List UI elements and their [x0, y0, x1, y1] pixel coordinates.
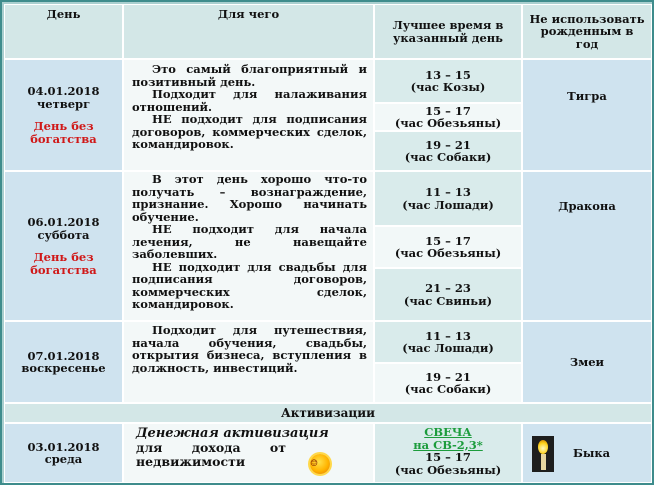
candle-icon — [532, 436, 554, 472]
row2-desc-line2: НЕ подходит для начала лечения, не навещайте заболевших. — [132, 222, 367, 261]
row1-time3-hour: (час Собаки) — [404, 150, 492, 164]
row2-avoid-sign: Дракона — [558, 199, 616, 213]
row2-weekday: суббота — [37, 227, 90, 242]
row1-desc-line1: Это самый благоприятный и позитивный день. — [132, 62, 367, 89]
row3-date: 07.01.2018 — [27, 348, 100, 363]
activation-time — [374, 423, 522, 483]
activation-desc-rest: для дохода от недвижимости — [136, 440, 286, 469]
row1-time2 — [374, 103, 522, 131]
row1-weekday: четверг — [36, 96, 91, 111]
row3-weekday: воскресенье — [21, 361, 106, 375]
activation-desc-italic: Денежная активизация — [136, 426, 329, 441]
row1-day — [4, 59, 123, 171]
row2-date: 06.01.2018 — [27, 215, 100, 229]
row3-time2 — [374, 363, 522, 403]
header-avoid — [522, 4, 652, 59]
activation-avoid-sign: Быка — [573, 445, 611, 460]
row3-avoid — [522, 321, 652, 403]
activation-weekday: среда — [44, 452, 83, 466]
activation-avoid — [522, 423, 652, 483]
row1-avoid-sign: Тигра — [567, 89, 607, 103]
candle-link[interactable]: СВЕЧА — [424, 425, 472, 439]
row3-time2-range: 19 – 21 — [425, 369, 471, 384]
row2-time3-hour: (час Свиньи) — [403, 293, 493, 308]
row2-desc-line1: В этот день хорошо что-то получать – вознаграждение, признание. Хорошо начинать обучение. — [132, 172, 367, 224]
activation-date: 03.01.2018 — [27, 439, 100, 454]
row1-time1-hour: (час Козы) — [410, 80, 486, 94]
activation-title: Активизации — [280, 405, 376, 420]
row2-time2-hour: (час Обезьяны) — [394, 246, 502, 260]
row1-time3 — [374, 131, 522, 171]
row2-desc-line3: НЕ подходит для свадьбы для подписания договоров, коммерческих сделок, командировок. — [132, 259, 367, 311]
activation-time-hour: (час Обезьяны) — [394, 462, 502, 477]
activation-day — [4, 423, 123, 483]
row1-desc-line2: Подходит для налаживания отношений. — [132, 87, 367, 114]
row2-time1-range: 11 – 13 — [425, 185, 471, 199]
row3-avoid-sign: Змеи — [569, 354, 605, 369]
header-purpose-label: Для чего — [217, 7, 280, 21]
row1-date: 04.01.2018 — [27, 84, 100, 98]
row3-description — [123, 321, 374, 403]
row2-avoid — [522, 171, 652, 321]
row3-day — [4, 321, 123, 403]
row1-avoid — [522, 59, 652, 171]
row1-note: День без богатства — [30, 119, 97, 146]
activation-header — [4, 403, 652, 423]
header-best-time — [374, 4, 522, 59]
activation-time-range: 15 – 17 — [425, 450, 471, 464]
row3-time1-range: 11 – 13 — [425, 328, 471, 343]
row2-time3 — [374, 268, 522, 321]
row2-description — [123, 171, 374, 321]
row2-time2 — [374, 226, 522, 268]
header-best-time-label: Лучшее время в указанный день — [392, 18, 504, 45]
header-avoid-label: Не использовать рожденным в год — [529, 11, 645, 51]
header-purpose — [123, 4, 374, 59]
row3-desc-line1: Подходит для путешествия, начала обучения, свадьбы, открытия бизнеса, вступления в должность, инвестиций. — [132, 323, 367, 375]
flying-star-link[interactable]: на СВ-2,3* — [413, 437, 483, 452]
row3-time2-hour: (час Собаки) — [404, 382, 492, 396]
row1-desc-line3: НЕ подходит для подписания договоров, коммерческих сделок, командировок. — [132, 112, 367, 151]
activation-description — [123, 423, 374, 483]
row1-time2-range: 15 – 17 — [425, 103, 471, 118]
row1-time3-range: 19 – 21 — [425, 137, 471, 152]
sun-face-icon: ☺ — [310, 454, 330, 474]
header-day-label: День — [46, 7, 81, 21]
row2-time2-range: 15 – 17 — [425, 233, 471, 248]
row2-time1 — [374, 171, 522, 226]
header-day — [4, 4, 123, 59]
row1-time1 — [374, 59, 522, 103]
row3-time1-hour: (час Лошади) — [402, 341, 494, 355]
row1-time2-hour: (час Обезьяны) — [394, 116, 502, 130]
row2-day — [4, 171, 123, 321]
row2-time3-range: 21 – 23 — [425, 281, 471, 295]
row3-time1 — [374, 321, 522, 363]
row2-note: День без богатства — [30, 250, 97, 277]
row1-time1-range: 13 – 15 — [425, 67, 471, 82]
row2-time1-hour: (час Лошади) — [402, 197, 494, 212]
row1-description — [123, 59, 374, 171]
